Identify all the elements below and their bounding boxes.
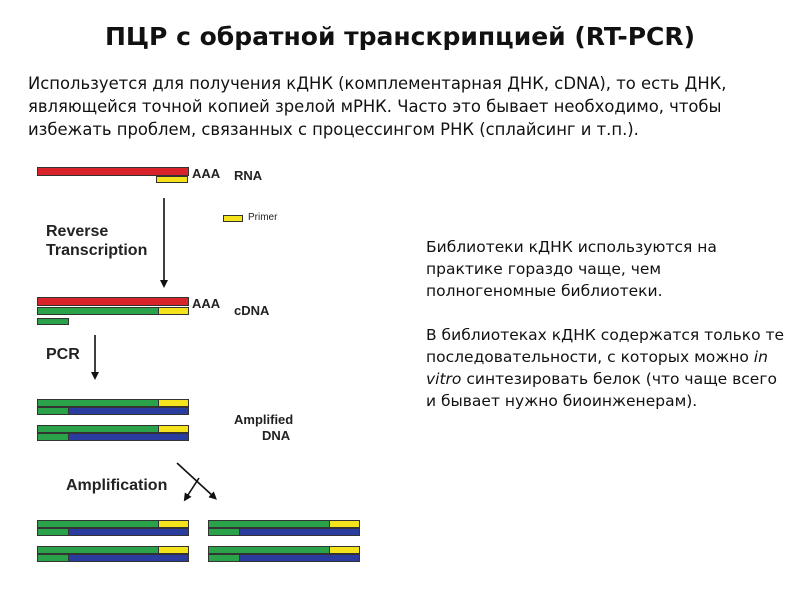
reverse-label-line1: Reverse: [46, 223, 109, 240]
side-p2-italic: in vitro: [426, 348, 768, 388]
amplification-arrow-right: [177, 463, 214, 497]
rna-polya-label: AAA: [192, 166, 221, 181]
cdna-label: cDNA: [234, 303, 270, 318]
side-paragraph-1: Библиотеки кДНК используются на практике гораздо чаще, чем полногеномные библиотеки.: [426, 238, 717, 300]
amplification-label: Amplification: [66, 477, 168, 494]
amplified-label-line1: Amplified: [234, 412, 294, 427]
side-p2-end: синтезировать белок (что чаще всего и бывает нужно биоинженерам).: [426, 370, 777, 410]
side-p2-start: В библиотеках кДНК содержатся только те последовательности, с которых можно: [426, 326, 785, 366]
rna-label: RNA: [234, 168, 263, 183]
intro-paragraph: Используется для получения кДНК (комплементарная ДНК, cDNA), то есть ДНК, являющейся точной копией зрелой мРНК. Часто это бывает необходимо, чтобы избежать проблем, связанных с процессингом РНК (сплайсинг и т.п.).: [28, 74, 727, 139]
reverse-label-line2: Transcription: [46, 242, 148, 259]
pcr-label: PCR: [46, 346, 80, 363]
amplified-label-line2: DNA: [262, 428, 291, 443]
page-title: ПЦР с обратной транскрипцией (RT-PCR): [104, 22, 696, 51]
cdna-polya-label: AAA: [192, 296, 221, 311]
primer-legend-label: Primer: [248, 212, 278, 223]
